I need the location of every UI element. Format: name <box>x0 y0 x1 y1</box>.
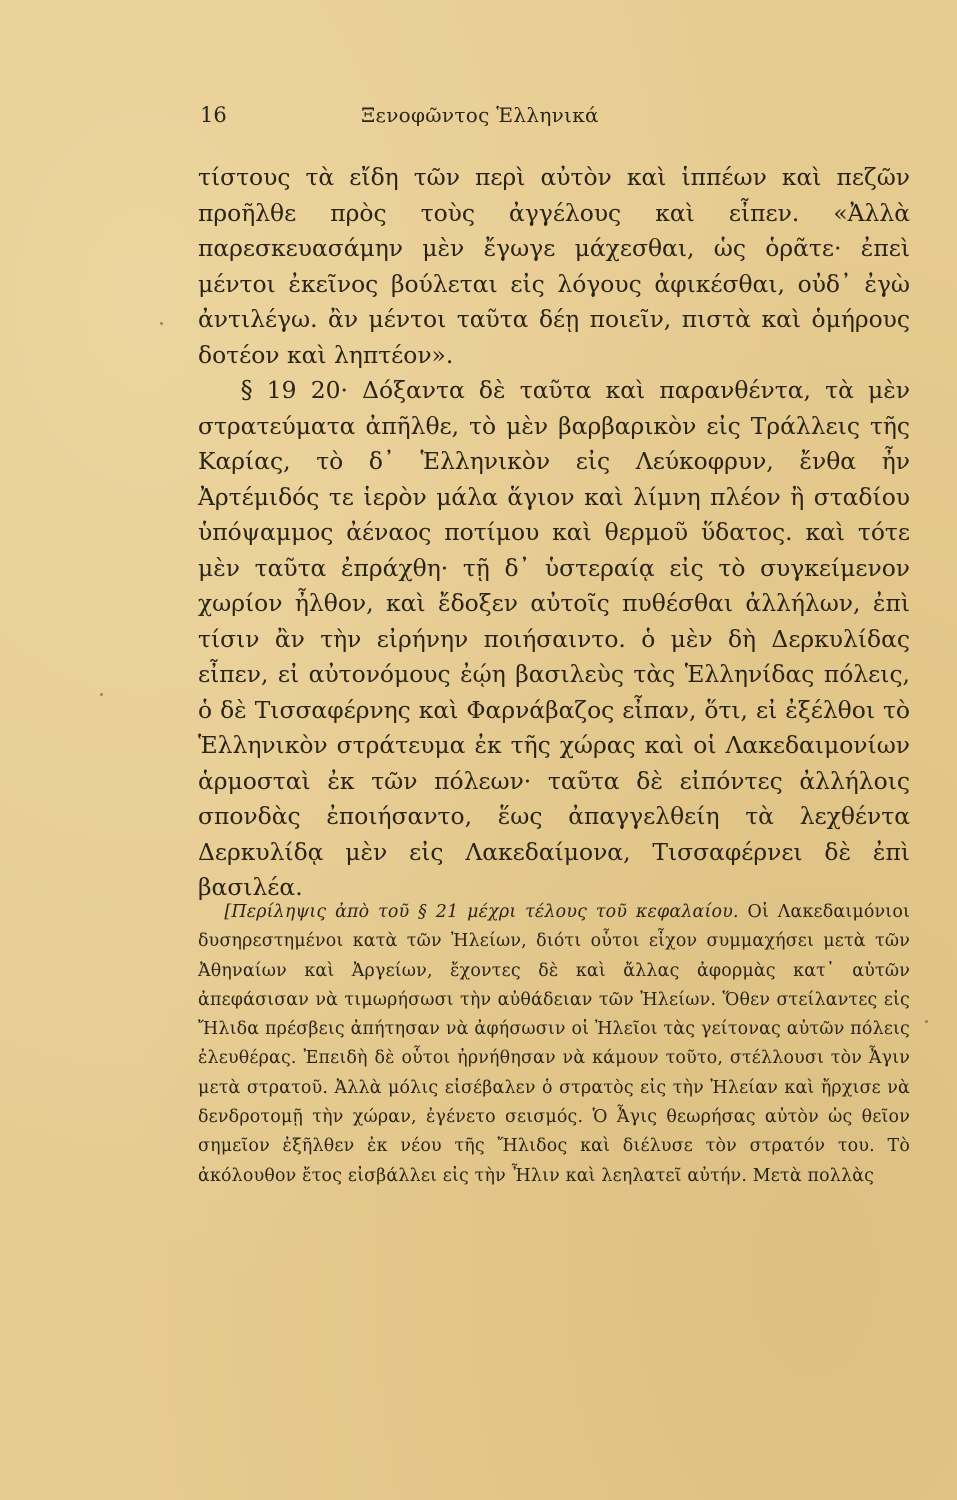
summary-body: Οἱ Λακεδαιμόνιοι δυσηρεστημένοι κατὰ τῶν Ἠλείων, διότι οὗτοι εἶχον συμμαχήσει μετὰ τῶν Ἀθηναίων καὶ Ἀργείων, ἔχοντες δὲ καὶ ἄλλας ἀφορμὰς κατ᾽ αὐτῶν ἀπεφάσισαν νὰ τιμωρήσωσι τὴν αὐθάδειαν τῶν Ἠλείων. Ὅθεν στείλαντες εἰς Ἤλιδα πρέσβεις ἀπήτησαν νὰ ἀφήσωσιν οἱ Ἠλεῖοι τὰς γείτονας αὐτῶν πόλεις ἐλευθέρας. Ἐπειδὴ δὲ οὗτοι ἠρνήθησαν νὰ κάμουν τοῦτο, στέλλουσι τὸν Ἆγιν μετὰ στρατοῦ. Ἀλλὰ μόλις εἰσέβαλεν ὁ στρατὸς εἰς τὴν Ἠλείαν καὶ ἤρχισε νὰ δενδροτομῇ τὴν χώραν, ἐγένετο σεισμός. Ὁ Ἆγις θεωρήσας αὐτὸν ὡς θεῖον σημεῖον ἐξῆλθεν ἐκ νέου τῆς Ἤλιδος καὶ διέλυσε τὸν στρατόν του. Τὸ ἀκόλουθον ἔτος εἰσβάλλει εἰς τὴν Ἦλιν καὶ λεηλατεῖ αὐτήν. Μετὰ πολλὰς <box>198 902 911 1186</box>
page-header <box>200 100 760 130</box>
running-title: Ξενοφῶντος Ἑλληνικά <box>361 103 599 127</box>
page-number: 16 <box>200 103 227 127</box>
main-text <box>198 160 910 906</box>
summary-paragraph <box>198 898 910 1191</box>
paper-speck <box>160 322 163 325</box>
paper-speck <box>100 693 103 696</box>
paragraph-body: Δόξαντα δὲ ταῦτα καὶ παρανθέντα, τὰ μὲν στρατεύματα ἀπῆλθε, τὸ μὲν βαρβαρικὸν εἰς Τράλλεις τῆς Καρίας, τὸ δ᾽ Ἑλληνικὸν εἰς Λεύκοφρυν, ἔνθα ἦν Ἀρτέμιδός τε ἱερὸν μάλα ἅγιον καὶ λίμνη πλέον ἢ σταδίου ὑπόψαμμος ἀέναος ποτίμου καὶ θερμοῦ ὕδατος. καὶ τότε μὲν ταῦτα ἐπράχθη· τῇ δ᾽ ὑστεραίᾳ εἰς τὸ συγκείμενον χωρίον ἦλθον, καὶ ἔδοξεν αὐτοῖς πυθέσθαι ἀλλήλων, ἐπὶ τίσιν ἂν τὴν εἰρήνην ποιήσαιντο. ὁ μὲν δὴ Δερκυλίδας εἶπεν, εἰ αὐτονόμους ἐῴη βασιλεὺς τὰς Ἑλληνίδας πόλεις, ὁ δὲ Τισσαφέρνης καὶ Φαρνάβαζος εἶπαν, ὅτι, εἰ ἐξέλθοι τὸ Ἑλληνικὸν στράτευμα ἐκ τῆς χώρας καὶ οἱ Λακεδαιμονίων ἁρμοσταὶ ἐκ τῶν πόλεων· ταῦτα δὲ εἰπόντες ἀλλήλοις σπονδὰς ἐποιήσαντο, ἕως ἀπαγγελθείη τὰ λεχθέντα Δερκυλίδᾳ μὲν εἰς Λακεδαίμονα, Τισσαφέρνει δὲ ἐπὶ βασιλέα. <box>198 376 911 901</box>
paper-speck <box>925 1020 928 1023</box>
summary-lead: [Περίληψις ἀπὸ τοῦ § 21 μέχρι τέλους τοῦ κεφαλαίου. <box>224 902 739 922</box>
section-sign: § <box>240 376 253 404</box>
paragraph-continuation: τίστους τὰ εἴδη τῶν περὶ αὐτὸν καὶ ἱππέων καὶ πεζῶν προῆλθε πρὸς τοὺς ἀγγέλους καὶ εἶπεν. «Ἀλλὰ παρεσκευασάμην μὲν ἔγωγε μάχεσθαι, ὡς ὁρᾶτε· ἐπεὶ μέντοι ἐκεῖνος βούλεται εἰς λόγους ἀφικέσθαι, οὐδ᾽ ἐγὼ ἀντιλέγω. ἂν μέντοι ταῦτα δέῃ ποιεῖν, πιστὰ καὶ ὁμήρους δοτέον καὶ ληπτέον». <box>198 163 910 369</box>
section-number: 19 20· <box>266 376 348 404</box>
paragraph-section-19-20 <box>198 373 910 906</box>
chapter-summary <box>198 898 910 1191</box>
